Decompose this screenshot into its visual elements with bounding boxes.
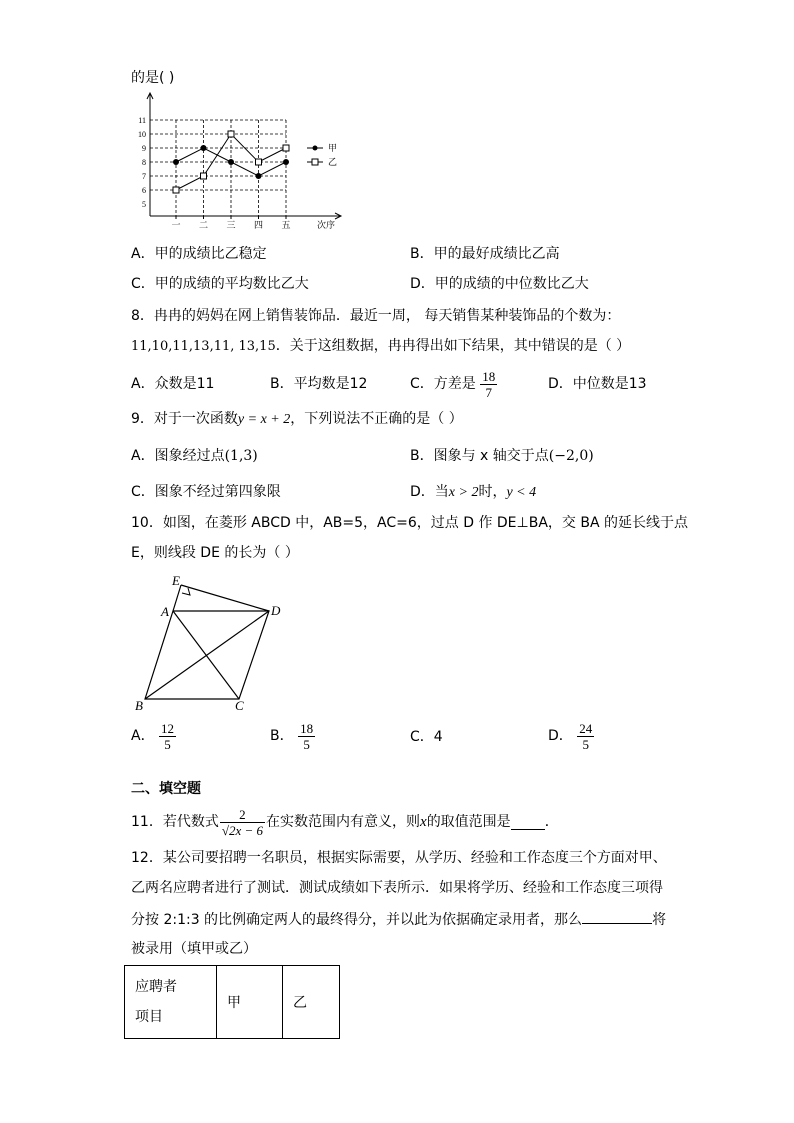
option-label: D．: [548, 728, 573, 744]
legend-marker-dot: [313, 146, 318, 151]
q11-answer-blank[interactable]: [511, 815, 545, 830]
q9-option-b: [410, 446, 594, 466]
series-point-乙: [201, 173, 207, 179]
q8-line2-tail: ．关于这组数据，冉冉得出如下结果，其中错误的是（ ）: [275, 338, 631, 354]
extension-ba: [173, 585, 181, 611]
x-axis-label: 次序: [316, 220, 336, 230]
q8-option-c: [410, 366, 497, 402]
q12-line2: 乙两名应聘者进行了测试．测试成绩如下表所示．如果将学历、经验和工作态度三项得: [131, 880, 663, 896]
q10-option-d: [548, 718, 594, 754]
q11-fraction: [220, 807, 265, 838]
q10-line2: E，则线段 DE 的长为（ ）: [131, 545, 299, 561]
q7-option-c: C．甲的成绩的平均数比乙大: [131, 276, 309, 292]
q10-rhombus-figure: [125, 565, 295, 715]
q7-option-b: B．甲的最好成绩比乙高: [410, 246, 560, 262]
q9-option-a-point: (1,3): [224, 448, 258, 464]
q11-stem: [131, 802, 559, 842]
q9-option-b-text: B．图象与 x 轴交于点: [410, 448, 549, 464]
fraction-denominator: 5: [303, 736, 310, 752]
q12-line3-prefix: 分按 2:1:3 的比例确定两人的最终得分，并以此为依据确定录用者，那么: [131, 912, 583, 928]
chart-grid: [150, 120, 286, 216]
series-point-甲: [201, 145, 207, 151]
fraction-denominator: 5: [164, 736, 171, 752]
q8-line2: [131, 336, 630, 357]
table-col-yi: 乙: [283, 966, 340, 1039]
y-tick-label: 7: [142, 172, 146, 181]
q8-option-c-prefix: C．方差是: [410, 376, 476, 392]
q10-option-c: C．4: [410, 729, 443, 745]
fraction-denominator: 5: [582, 736, 589, 752]
fraction-denominator: 7: [485, 384, 492, 400]
series-point-乙: [228, 131, 234, 137]
q9-option-d-prefix: D．当: [410, 484, 449, 500]
series-point-乙: [173, 187, 179, 193]
q9-function: y = x + 2: [237, 412, 291, 427]
q9-option-d-condition: x > 2: [448, 485, 479, 500]
legend-label: 乙: [328, 157, 338, 167]
q12-line4: 被录用（填甲或乙）: [131, 941, 257, 957]
q12-line3-suffix: 将: [652, 912, 667, 928]
right-angle-mark: [182, 588, 190, 595]
q8-option-a: A．众数是11: [131, 376, 215, 392]
header-top: 应聘者: [135, 979, 177, 995]
label-d: D: [271, 603, 281, 618]
fraction-numerator: 12: [161, 720, 175, 736]
table-col-jia: 甲: [217, 966, 283, 1039]
series-point-乙: [283, 145, 289, 151]
option-label: B．: [270, 728, 294, 744]
diagonal-bd: [145, 611, 269, 699]
chart-legend: [307, 143, 337, 167]
table-row: [125, 966, 340, 1039]
header-bottom: 项目: [135, 1009, 163, 1025]
fraction-denominator: [220, 823, 265, 838]
chart-x-ticks: [171, 216, 335, 230]
y-tick-label: 11: [138, 116, 146, 125]
series-point-甲: [256, 173, 262, 179]
x-tick-label: 三: [226, 220, 236, 230]
q9-option-d-result: y < 4: [506, 485, 537, 500]
y-tick-label: 5: [142, 200, 146, 209]
legend-label: 甲: [328, 143, 338, 153]
q9-prefix: 9．对于一次函数: [131, 411, 238, 427]
q8-line1: 8．冉冉的妈妈在网上销售装饰品．最近一周， 每天销售某种装饰品的个数为：: [131, 308, 621, 324]
y-tick-label: 6: [142, 186, 146, 195]
q11-end: ．: [544, 814, 559, 830]
q9-option-d: [410, 482, 536, 503]
fraction-numerator: 18: [482, 368, 496, 384]
series-point-甲: [228, 159, 234, 165]
x-tick-label: 一: [171, 220, 181, 230]
q12-line1: 12．某公司要招聘一名职员，根据实际需要，从学历、经验和工作态度三个方面对甲、: [131, 850, 667, 866]
q9-option-b-point: (−2,0): [548, 448, 594, 464]
series-point-乙: [256, 159, 262, 165]
q11-suffix: 的取值范围是: [426, 814, 511, 830]
q9-option-d-mid: 时，: [478, 484, 507, 500]
q7-stem-tail: 的是( ): [131, 70, 175, 86]
sqrt-radicand: 2x − 6: [228, 822, 264, 838]
fraction-numerator: 24: [579, 720, 593, 736]
q12-answer-blank[interactable]: [582, 909, 652, 924]
q10-option-b-fraction: [298, 721, 315, 752]
q12-score-table: [124, 965, 340, 1039]
q8-option-c-fraction: [480, 369, 497, 400]
q9-stem: [131, 409, 463, 430]
q8-option-d: D．中位数是13: [548, 376, 647, 392]
q7-option-d: D．甲的成绩的中位数比乙大: [410, 276, 589, 292]
q11-prefix: 11．若代数式: [131, 814, 219, 830]
label-b: B: [135, 698, 143, 713]
y-tick-label: 10: [138, 130, 146, 139]
label-e: E: [172, 573, 180, 588]
option-label: A．: [131, 728, 155, 744]
y-tick-label: 9: [142, 144, 146, 153]
segment-de: [181, 585, 269, 611]
q7-line-chart: [125, 90, 355, 238]
q10-option-a-fraction: [159, 721, 176, 752]
series-point-甲: [173, 159, 179, 165]
q8-data-series: 11,10,11,13,11, 13,15: [131, 339, 276, 354]
q9-option-c: C．图象不经过第四象限: [131, 484, 281, 500]
sqrt-sign-icon: √: [221, 822, 229, 838]
q11-variable: x: [420, 814, 427, 830]
q9-option-a: [131, 446, 258, 466]
label-a: A: [161, 604, 169, 619]
fraction-numerator: 18: [300, 720, 314, 736]
q10-option-d-fraction: [577, 721, 594, 752]
y-tick-label: 8: [142, 158, 146, 167]
q10-option-a: [131, 718, 176, 754]
q9-option-a-text: A．图象经过点: [131, 448, 225, 464]
q11-mid: 在实数范围内有意义，则: [266, 814, 421, 830]
section-title: 二、填空题: [131, 781, 201, 797]
q10-option-b: [270, 718, 315, 754]
fraction-numerator: 2: [220, 807, 265, 823]
legend-marker-square: [312, 159, 318, 165]
label-c: C: [235, 698, 244, 713]
chart-y-ticks: [138, 116, 146, 209]
q10-line1: 10．如图，在菱形 ABCD 中，AB=5，AC=6，过点 D 作 DE⊥BA，交 BA 的延长线于点: [131, 515, 688, 531]
table-header-cell: [125, 966, 217, 1039]
q8-option-b: B．平均数是12: [270, 376, 368, 392]
x-tick-label: 二: [198, 220, 209, 230]
q7-option-a: A．甲的成绩比乙稳定: [131, 246, 267, 262]
series-point-甲: [283, 159, 289, 165]
x-tick-label: 五: [281, 220, 291, 230]
q9-suffix: ，下列说法不正确的是（ ）: [290, 411, 463, 427]
q12-line3: [131, 909, 666, 930]
x-tick-label: 四: [253, 220, 264, 230]
